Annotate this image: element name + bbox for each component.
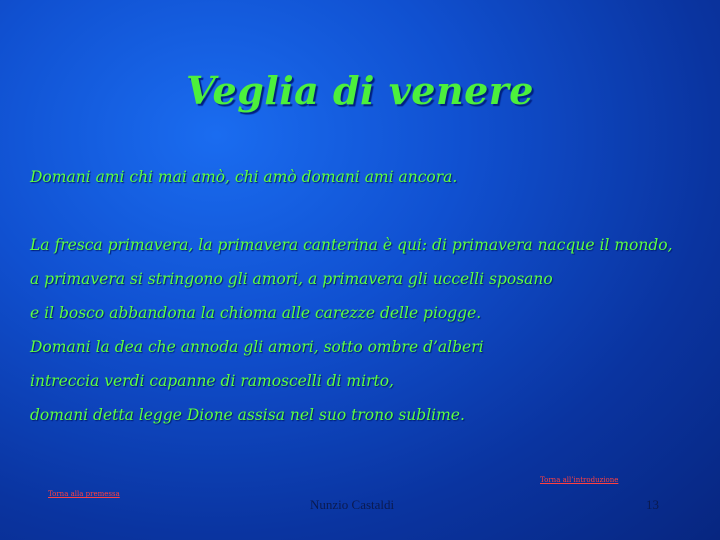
back-to-introduction-link[interactable]: Torna all’introduzione xyxy=(540,476,619,484)
poem-line: e il bosco abbandona la chioma alle carezze delle piogge. xyxy=(30,304,482,322)
author-name: Nunzio Castaldi xyxy=(310,497,395,512)
poem-line: domani detta legge Dione assisa nel suo trono sublime. xyxy=(30,406,465,424)
poem-line: La fresca primavera, la primavera canterina è qui: di primavera nacque il mondo, xyxy=(30,236,673,254)
back-to-premise-link[interactable]: Torna alla premessa xyxy=(48,490,120,498)
page-number: 13 xyxy=(646,497,659,512)
poem-body xyxy=(30,160,710,432)
poem-line: a primavera si stringono gli amori, a primavera gli uccelli sposano xyxy=(30,270,553,288)
poem-line: Domani la dea che annoda gli amori, sotto ombre d’alberi xyxy=(30,338,484,356)
stanza-gap xyxy=(30,194,710,228)
slide-title: Veglia di venere xyxy=(186,68,534,113)
poem-line: intreccia verdi capanne di ramoscelli di mirto, xyxy=(30,372,394,390)
poem-line: Domani ami chi mai amò, chi amò domani ami ancora. xyxy=(30,168,458,186)
